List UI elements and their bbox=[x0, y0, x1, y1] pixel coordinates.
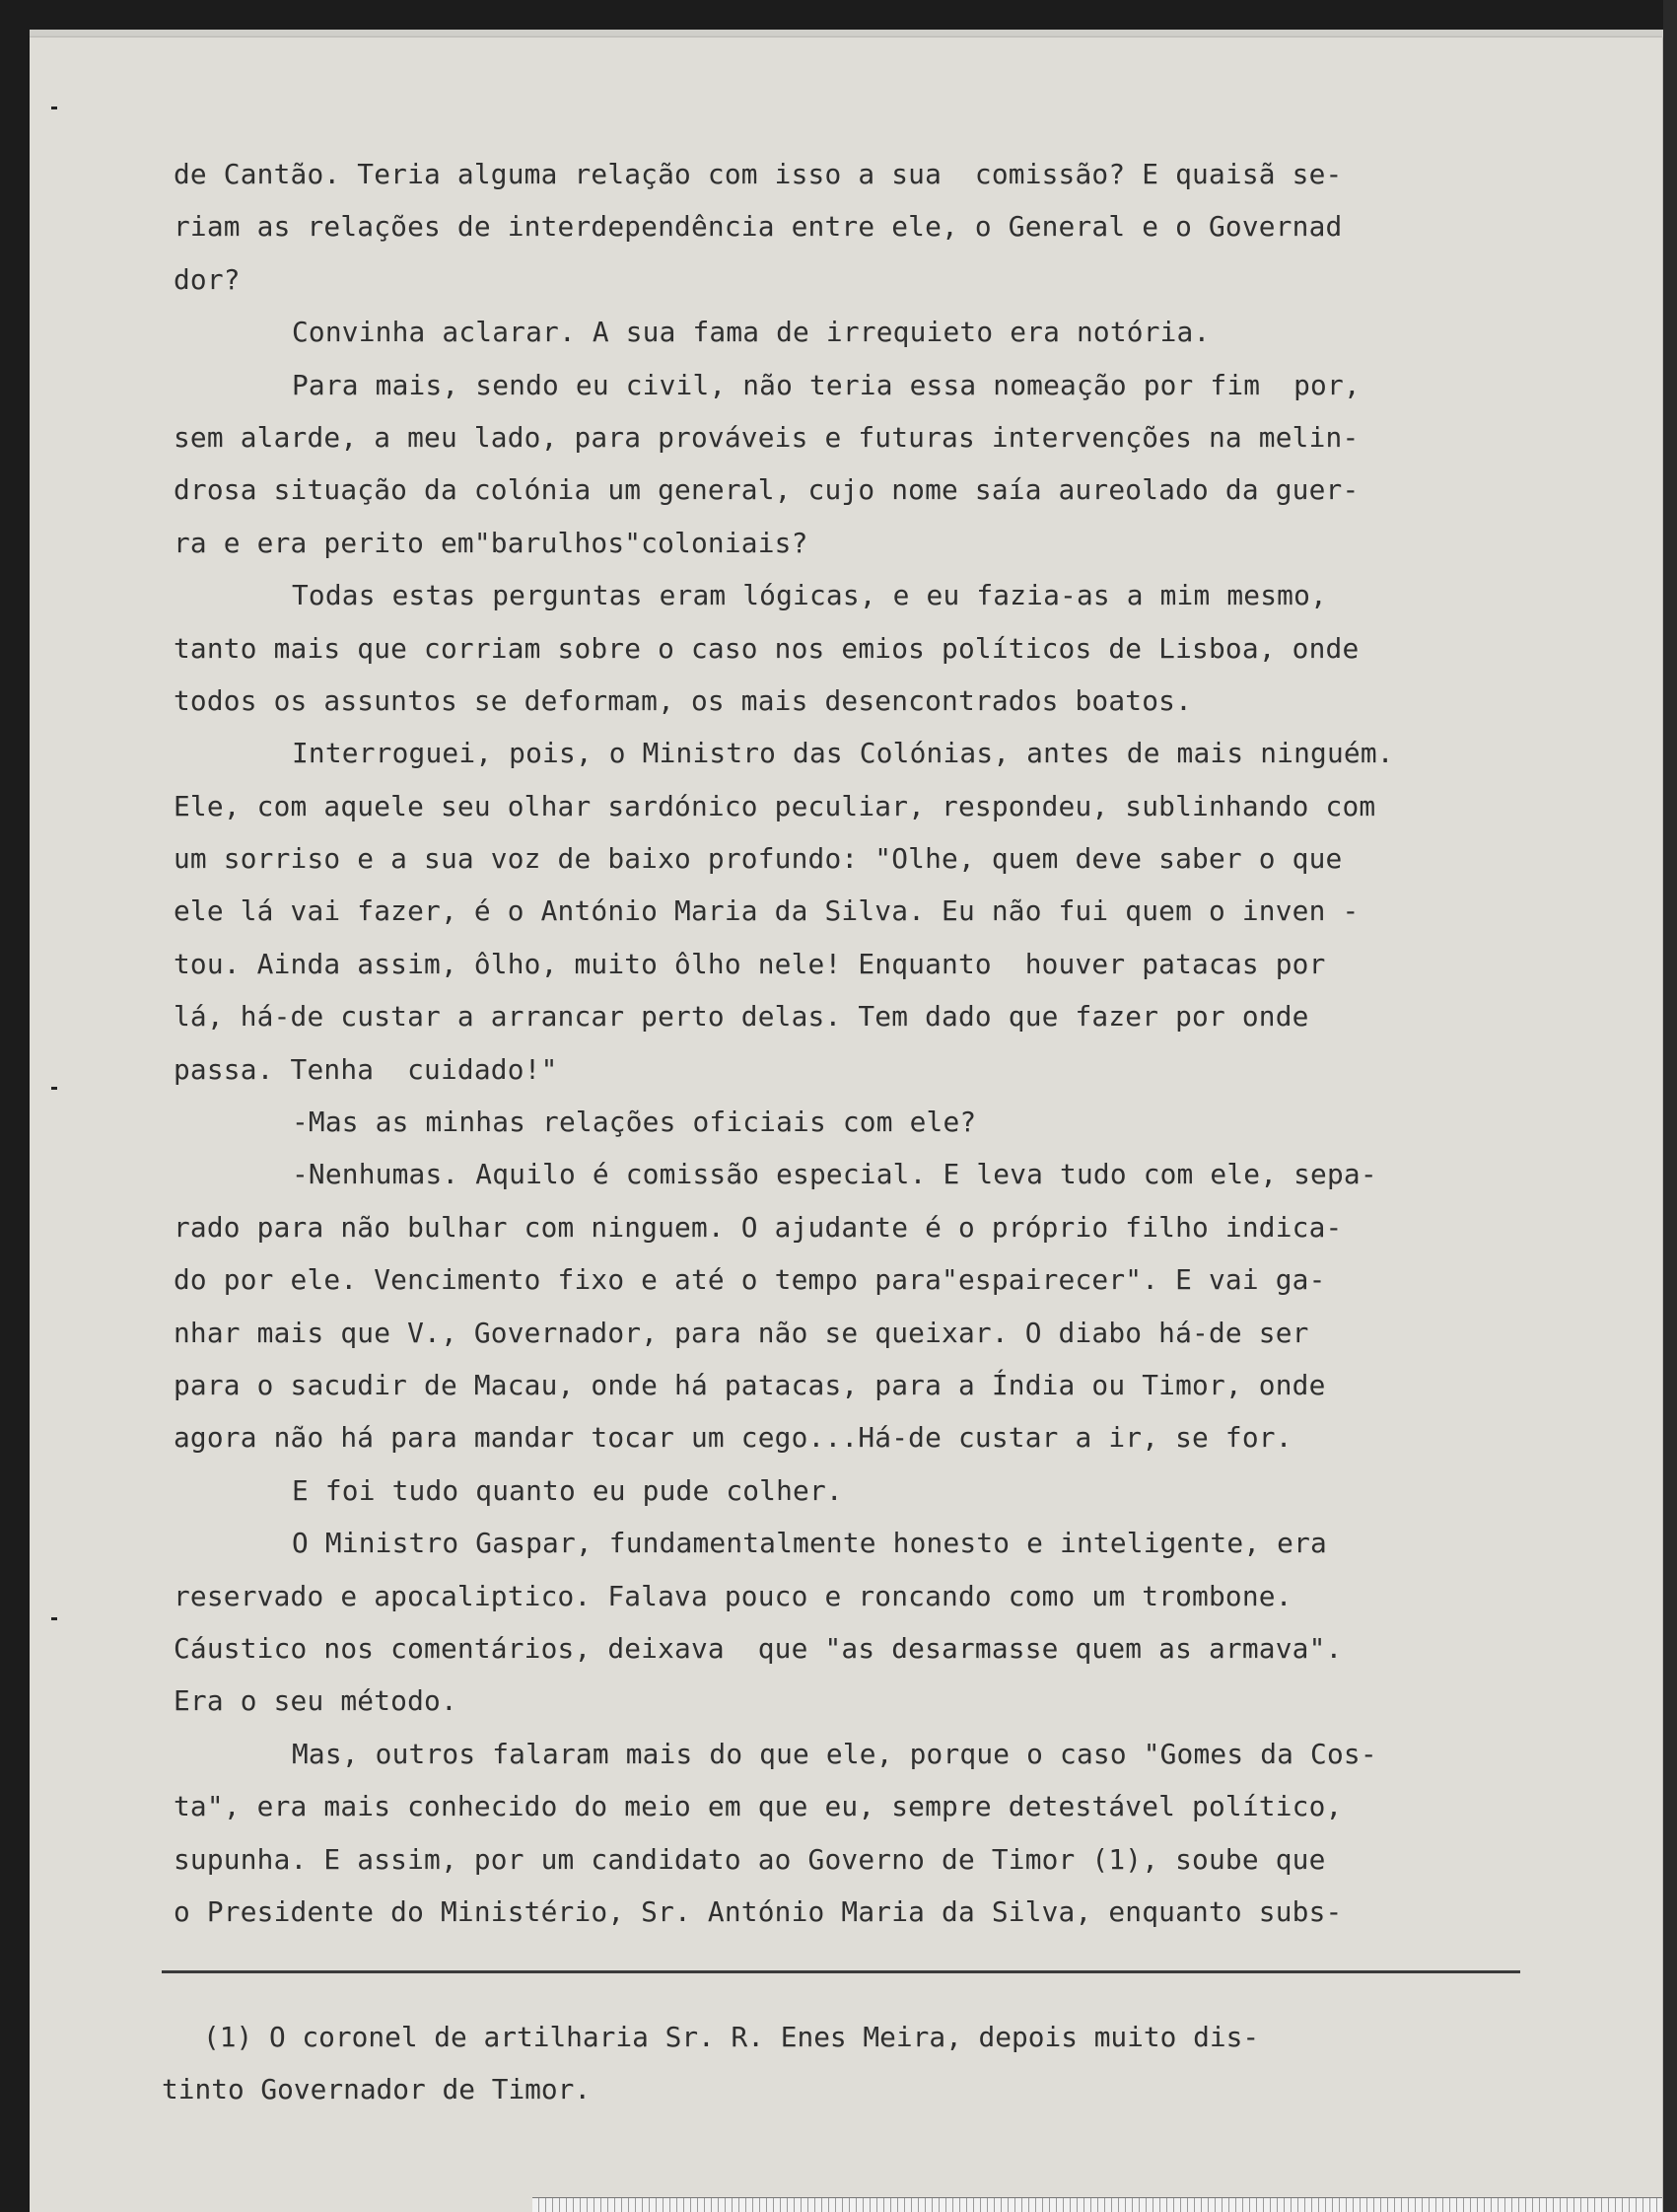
text-line: Era o seu método. bbox=[174, 1684, 457, 1718]
scan-border-left bbox=[0, 0, 30, 2212]
text-line: um sorriso e a sua voz de baixo profundo: "Olhe, quem deve saber o que bbox=[174, 842, 1343, 876]
text-line: nhar mais que V., Governador, para não se queixar. O diabo há-de ser bbox=[174, 1316, 1309, 1349]
text-line: supunha. E assim, por um candidato ao Governo de Timor (1), soube que bbox=[174, 1842, 1326, 1876]
text-line: tanto mais que corriam sobre o caso nos emios políticos de Lisboa, onde bbox=[174, 631, 1360, 665]
text-line: drosa situação da colónia um general, cujo nome saía aureolado da guer- bbox=[174, 473, 1360, 507]
text-line: agora não há para mandar tocar um cego...Há-de custar a ir, se for. bbox=[174, 1421, 1293, 1455]
text-line: Convinha aclarar. A sua fama de irrequieto era notória. bbox=[292, 316, 1211, 349]
text-line: Para mais, sendo eu civil, não teria essa nomeação por fim por, bbox=[292, 368, 1361, 401]
text-line: reservado e apocaliptico. Falava pouco e roncando como um trombone. bbox=[174, 1579, 1293, 1612]
footnote-divider bbox=[162, 1970, 1520, 1973]
text-line: para o sacudir de Macau, onde há patacas, para a Índia ou Timor, onde bbox=[174, 1368, 1326, 1401]
text-line: ele lá vai fazer, é o António Maria da Silva. Eu não fui quem o inven - bbox=[174, 894, 1360, 928]
text-line: Interroguei, pois, o Ministro das Colónias, antes de mais ninguém. bbox=[292, 737, 1394, 770]
scan-border-top bbox=[0, 0, 1677, 30]
margin-mark bbox=[51, 1087, 57, 1090]
text-line: Todas estas perguntas eram lógicas, e eu fazia-as a mim mesmo, bbox=[292, 579, 1327, 612]
footnote bbox=[162, 2012, 1544, 2117]
text-line: dor? bbox=[174, 262, 241, 296]
text-line: E foi tudo quanto eu pude colher. bbox=[292, 1473, 843, 1507]
text-line: tou. Ainda assim, ôlho, muito ôlho nele! Enquanto houver patacas por bbox=[174, 947, 1326, 980]
text-line: de Cantão. Teria alguma relação com isso a sua comissão? E quaisã se- bbox=[174, 158, 1343, 190]
text-line: o Presidente do Ministério, Sr. António Maria da Silva, enquanto subs- bbox=[174, 1894, 1343, 1928]
text-line: rado para não bulhar com ninguem. O ajudante é o próprio filho indica- bbox=[174, 1210, 1343, 1244]
scan-border-right bbox=[1663, 0, 1677, 2212]
body-text bbox=[174, 148, 1554, 1938]
text-line: passa. Tenha cuidado!" bbox=[174, 1052, 558, 1086]
text-line: todos os assuntos se deformam, os mais desencontrados boatos. bbox=[174, 683, 1193, 717]
scan-ruler bbox=[532, 2197, 1662, 2212]
text-line: ra e era perito em"barulhos"coloniais? bbox=[174, 526, 808, 559]
margin-mark bbox=[51, 107, 57, 109]
text-line: ta", era mais conhecido do meio em que eu, sempre detestável político, bbox=[174, 1790, 1343, 1823]
footnote-line: tinto Governador de Timor. bbox=[162, 2073, 592, 2106]
text-line: -Mas as minhas relações oficiais com ele? bbox=[292, 1106, 977, 1139]
text-line: Cáustico nos comentários, deixava que "as desarmasse quem as armava". bbox=[174, 1631, 1343, 1665]
footnote-line: (1) O coronel de artilharia Sr. R. Enes Meira, depois muito dis- bbox=[203, 2021, 1260, 2053]
text-line: do por ele. Vencimento fixo e até o tempo para"espairecer". E vai ga- bbox=[174, 1263, 1326, 1297]
margin-mark bbox=[51, 1617, 57, 1620]
text-line: Mas, outros falaram mais do que ele, porque o caso "Gomes da Cos- bbox=[292, 1737, 1377, 1770]
text-line: lá, há-de custar a arrancar perto delas. Tem dado que fazer por onde bbox=[174, 1000, 1326, 1034]
text-line: Ele, com aquele seu olhar sardónico peculiar, respondeu, sublinhando com bbox=[174, 789, 1376, 822]
text-line: -Nenhumas. Aquilo é comissão especial. E leva tudo com ele, sepa- bbox=[292, 1158, 1377, 1191]
text-line: riam as relações de interdependência entre ele, o General e o Governad bbox=[174, 210, 1343, 244]
text-line: O Ministro Gaspar, fundamentalmente honesto e inteligente, era bbox=[292, 1527, 1327, 1560]
text-line: sem alarde, a meu lado, para prováveis e futuras intervenções na melin- bbox=[174, 420, 1360, 454]
